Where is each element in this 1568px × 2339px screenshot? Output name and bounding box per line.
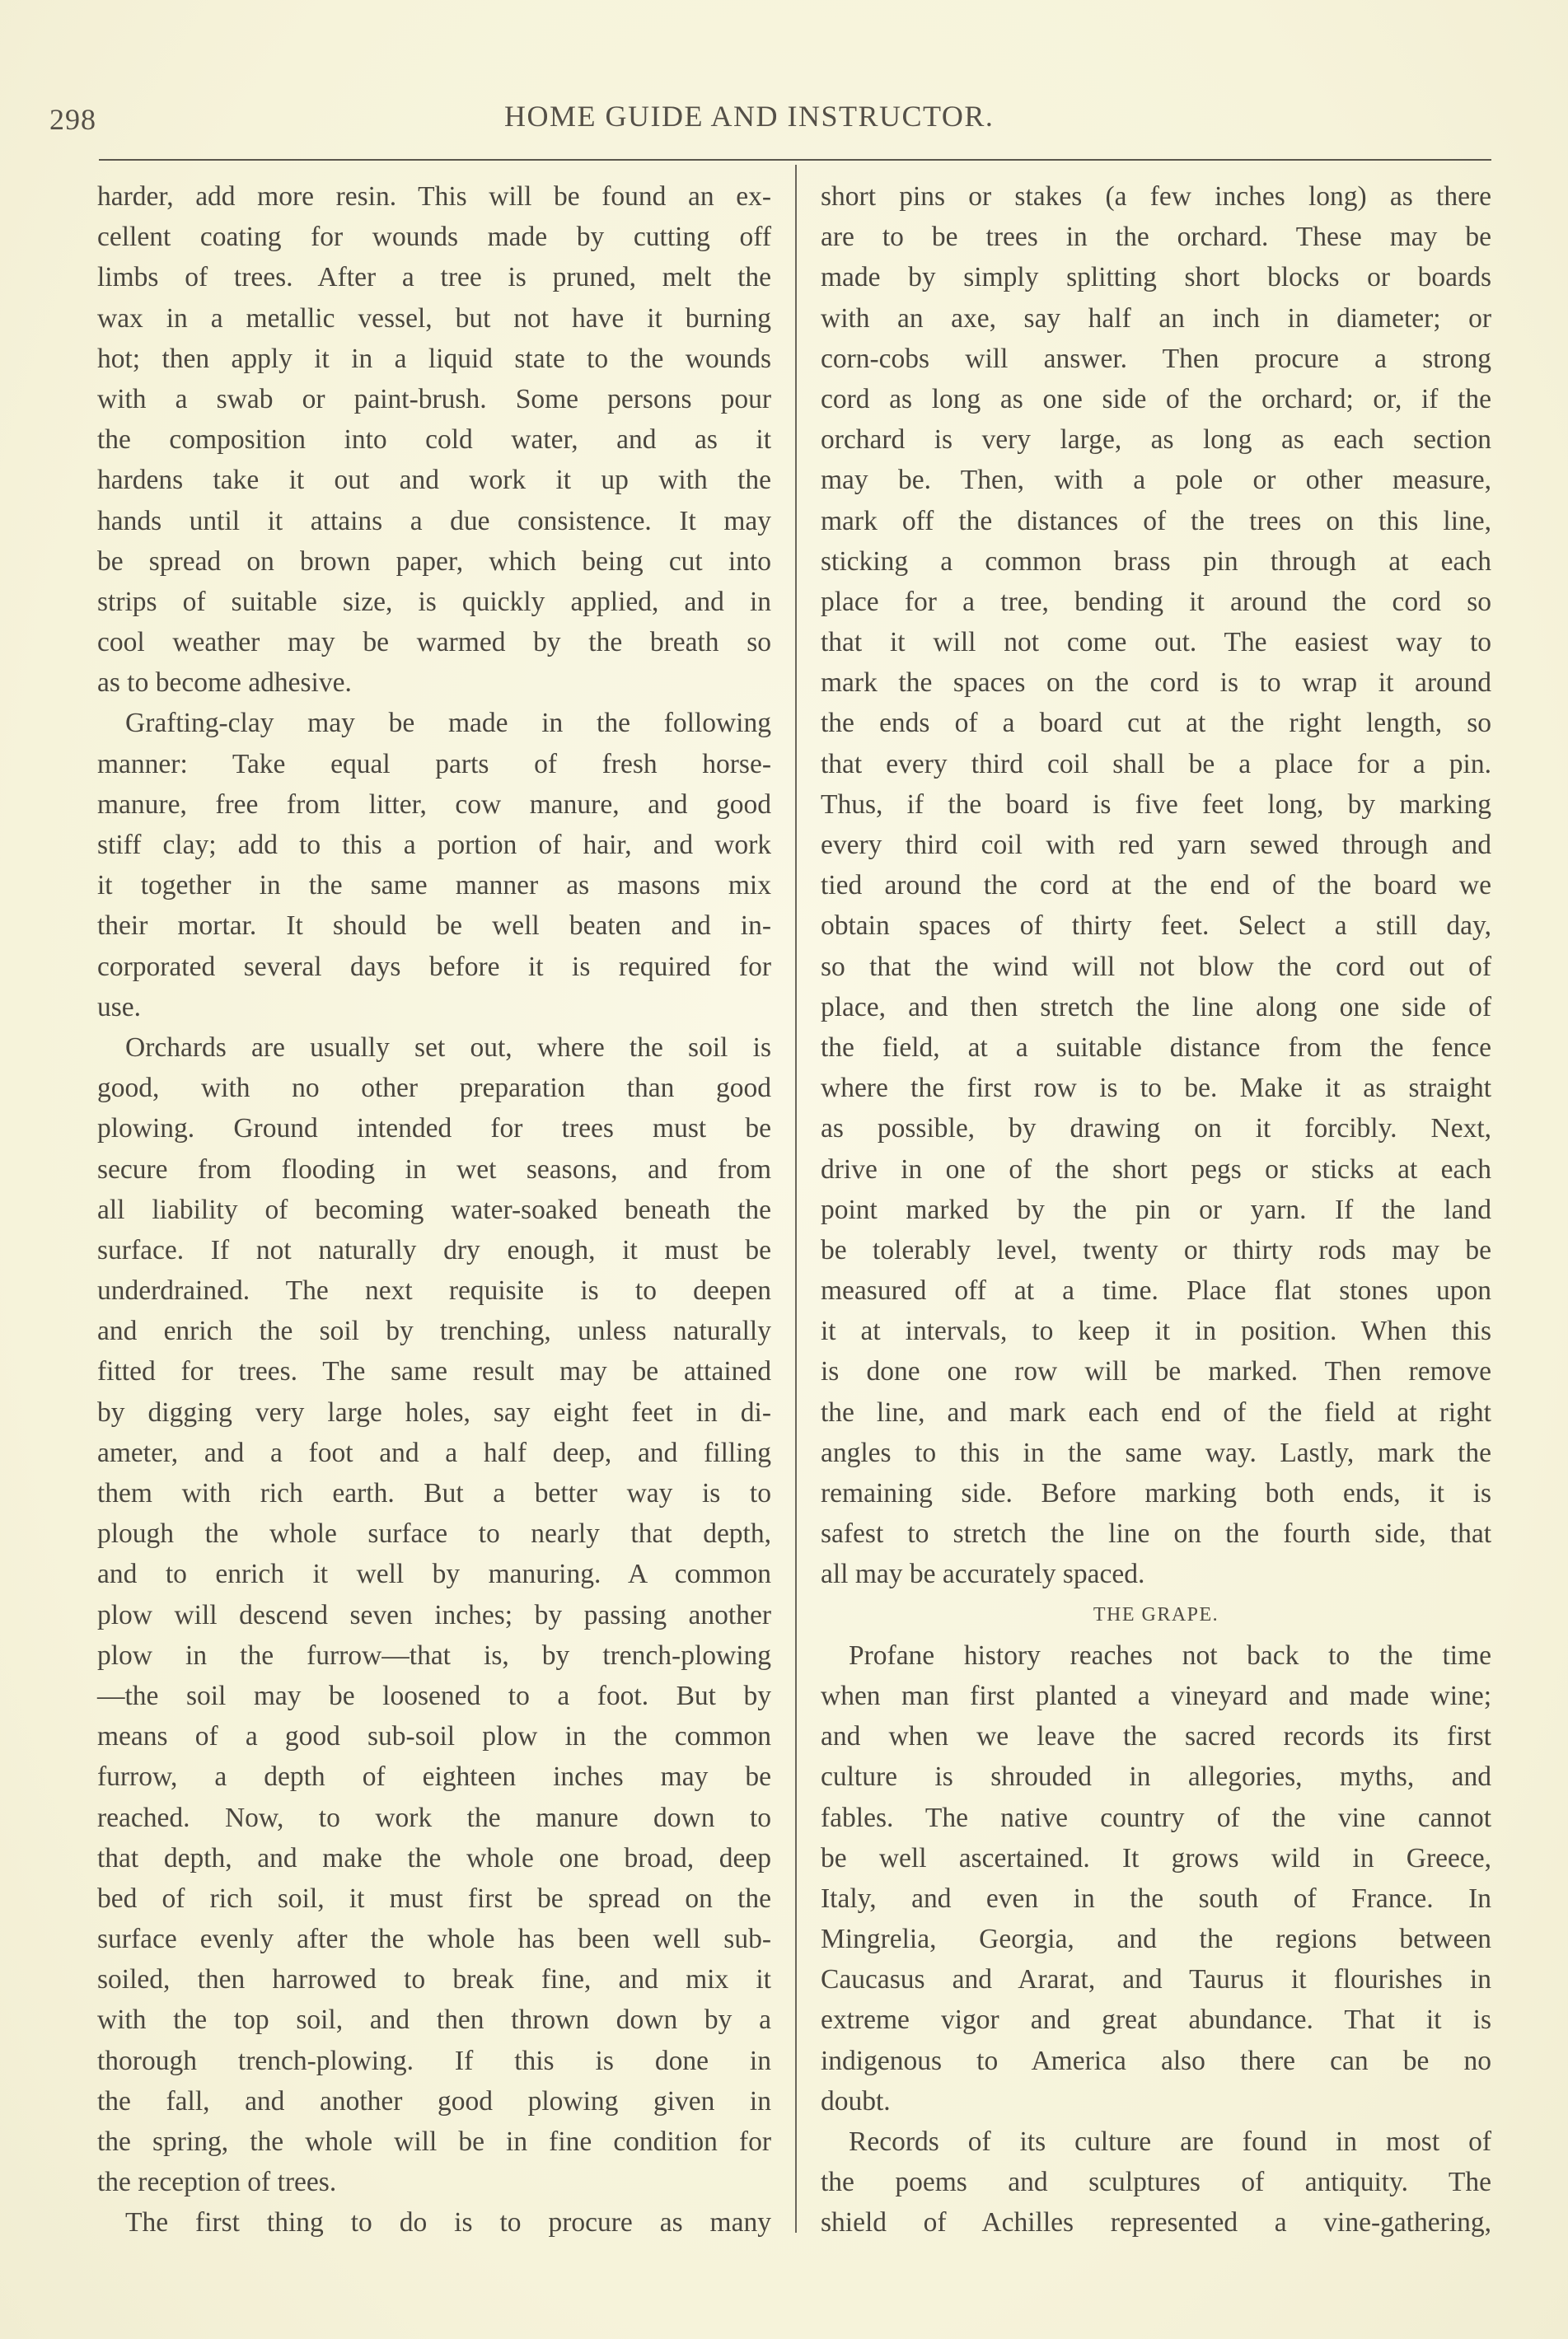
text-line: by digging very large holes, say eight feet in di- [97,1396,771,1428]
text-line: them with rich earth. But a better way is to [97,1478,771,1509]
text-line: limbs of trees. After a tree is pruned, melt the [97,262,771,293]
text-line: may be. Then, with a pole or other measure, [821,465,1491,496]
text-line: cellent coating for wounds made by cutting off [97,222,771,253]
text-line: The first thing to do is to procure as many [125,2207,771,2238]
text-line: every third coil with red yarn sewed through and [821,830,1491,860]
text-line: short pins or stakes (a few inches long) as there [821,181,1491,212]
column-divider [795,165,797,2233]
text-line: thorough trench-plowing. If this is done in [97,2045,771,2076]
text-line: Mingrelia, Georgia, and the regions between [821,1924,1491,1955]
text-line: plow will descend seven inches; by passing another [97,1599,771,1630]
text-line: that every third coil shall be a place for a pin. [821,748,1491,779]
page-number: 298 [49,103,96,136]
text-line: use. [97,991,142,1022]
text-line: indigenous to America also there can be no [821,2045,1491,2076]
text-line: the ends of a board cut at the right length, so [821,708,1491,739]
text-line: furrow, a depth of eighteen inches may be [97,1761,771,1793]
text-line: obtain spaces of thirty feet. Select a still day, [821,910,1491,942]
text-line: surface evenly after the whole has been well sub- [97,1924,771,1955]
text-line: fitted for trees. The same result may be attained [97,1356,771,1387]
text-line: plowing. Ground intended for trees must be [97,1113,771,1144]
text-line: where the first row is to be. Make it as straight [821,1073,1491,1104]
text-line: fables. The native country of the vine cannot [821,1802,1491,1833]
text-line: doubt. [821,2085,891,2117]
text-line: it together in the same manner as masons mix [97,870,771,901]
text-line: that depth, and make the whole one broad, deep [97,1842,771,1874]
text-line: and to enrich it well by manuring. A common [97,1559,771,1590]
text-line: cool weather may be warmed by the breath so [97,627,771,658]
text-line: Italy, and even in the south of France. In [821,1883,1491,1914]
text-line: Caucasus and Ararat, and Taurus it flourishes in [821,1964,1491,1995]
text-line: the composition into cold water, and as it [97,424,771,456]
text-line: and when we leave the sacred records its first [821,1721,1491,1752]
text-line: made by simply splitting short blocks or boards [821,262,1491,293]
text-line: and enrich the soil by trenching, unless naturally [97,1316,771,1347]
text-line: underdrained. The next requisite is to deepen [97,1275,771,1307]
text-line: stiff clay; add to this a portion of hair, and work [97,830,771,860]
text-line: Profane history reaches not back to the time [849,1640,1491,1671]
text-line: remaining side. Before marking both ends, it is [821,1478,1491,1509]
text-line: reached. Now, to work the manure down to [97,1802,771,1833]
text-line: the fall, and another good plowing given in [97,2085,771,2117]
text-line: Grafting-clay may be made in the following [125,708,771,739]
text-line: place for a tree, bending it around the cord so [821,586,1491,617]
text-line: all liability of becoming water-soaked beneath the [97,1194,771,1225]
text-line: the poems and sculptures of antiquity. The [821,2167,1491,2198]
text-line: mark the spaces on the cord is to wrap it around [821,667,1491,699]
text-line: when man first planted a vineyard and made wine; [821,1680,1491,1711]
left-column [97,176,771,2243]
text-line: shield of Achilles represented a vine-gathering, [821,2207,1491,2238]
text-line: manner: Take equal parts of fresh horse- [97,748,771,779]
text-line: Thus, if the board is five feet long, by marking [821,788,1491,820]
text-line: orchard is very large, as long as each section [821,424,1491,456]
section-heading-the-grape: THE GRAPE. [1093,1603,1219,1626]
text-line: culture is shrouded in allegories, myths, and [821,1761,1491,1793]
text-line: hot; then apply it in a liquid state to the wounds [97,343,771,374]
text-line: with the top soil, and then thrown down by a [97,2005,771,2036]
text-line: extreme vigor and great abundance. That it is [821,2005,1491,2036]
text-line: be tolerably level, twenty or thirty rods may be [821,1234,1491,1265]
text-line: be well ascertained. It grows wild in Greece, [821,1842,1491,1874]
text-line: ameter, and a foot and a half deep, and filling [97,1437,771,1468]
text-line: corn-cobs will answer. Then procure a strong [821,343,1491,374]
text-line: as to become adhesive. [97,667,352,699]
text-line: safest to stretch the line on the fourth side, that [821,1518,1491,1550]
text-line: manure, free from litter, cow manure, and good [97,788,771,820]
text-line: is done one row will be marked. Then remove [821,1356,1491,1387]
text-line: with an axe, say half an inch in diameter; or [821,302,1491,334]
text-line: angles to this in the same way. Lastly, mark the [821,1437,1491,1468]
text-line: the line, and mark each end of the field at right [821,1396,1491,1428]
text-line: soiled, then harrowed to break fine, and mix it [97,1964,771,1995]
text-line: as possible, by drawing on it forcibly. Next, [821,1113,1491,1144]
text-line: measured off at a time. Place flat stones upon [821,1275,1491,1307]
book-title: HOME GUIDE AND INSTRUCTOR. [504,100,995,133]
text-line: drive in one of the short pegs or sticks at each [821,1153,1491,1185]
text-line: their mortar. It should be well beaten and in- [97,910,771,942]
text-line: hardens take it out and work it up with the [97,465,771,496]
text-line: are to be trees in the orchard. These may be [821,222,1491,253]
text-line: means of a good sub-soil plow in the common [97,1721,771,1752]
text-line: the reception of trees. [97,2167,337,2198]
text-line: harder, add more resin. This will be found an ex- [97,181,771,212]
text-line: it at intervals, to keep it in position. When this [821,1316,1491,1347]
text-line: —the soil may be loosened to a foot. But by [97,1680,771,1711]
right-column-text-before-heading [821,176,1491,1595]
text-line: good, with no other preparation than good [97,1073,771,1104]
header-rule [99,159,1491,161]
text-line: mark off the distances of the trees on this line, [821,505,1491,536]
text-line: with a swab or paint-brush. Some persons pour [97,383,771,414]
text-line: be spread on brown paper, which being cut into [97,545,771,577]
text-line: the spring, the whole will be in fine condition for [97,2126,771,2157]
text-line: corporated several days before it is required for [97,951,771,982]
text-line: Records of its culture are found in most of [849,2126,1491,2157]
right-column [821,176,1491,2243]
text-line: tied around the cord at the end of the board we [821,870,1491,901]
text-line: place, and then stretch the line along one side of [821,991,1491,1022]
text-line: so that the wind will not blow the cord out of [821,951,1491,982]
text-line: point marked by the pin or yarn. If the land [821,1194,1491,1225]
text-line: hands until it attains a due consistence. It may [97,505,771,536]
text-line: bed of rich soil, it must first be spread on the [97,1883,771,1914]
text-line: the field, at a suitable distance from the fence [821,1031,1491,1063]
text-line: all may be accurately spaced. [821,1559,1145,1590]
text-line: Orchards are usually set out, where the soil is [125,1031,771,1063]
text-line: strips of suitable size, is quickly applied, and in [97,586,771,617]
text-line: surface. If not naturally dry enough, it must be [97,1234,771,1265]
text-line: plough the whole surface to nearly that depth, [97,1518,771,1550]
text-line: that it will not come out. The easiest way to [821,627,1491,658]
text-line: plow in the furrow—that is, by trench-plowing [97,1640,771,1671]
text-line: secure from flooding in wet seasons, and from [97,1153,771,1185]
text-line: wax in a metallic vessel, but not have it burning [97,302,771,334]
running-head [0,91,1568,140]
text-line: cord as long as one side of the orchard; or, if the [821,383,1491,414]
text-line: sticking a common brass pin through at each [821,545,1491,577]
right-column-text-after-heading [821,1635,1491,2243]
